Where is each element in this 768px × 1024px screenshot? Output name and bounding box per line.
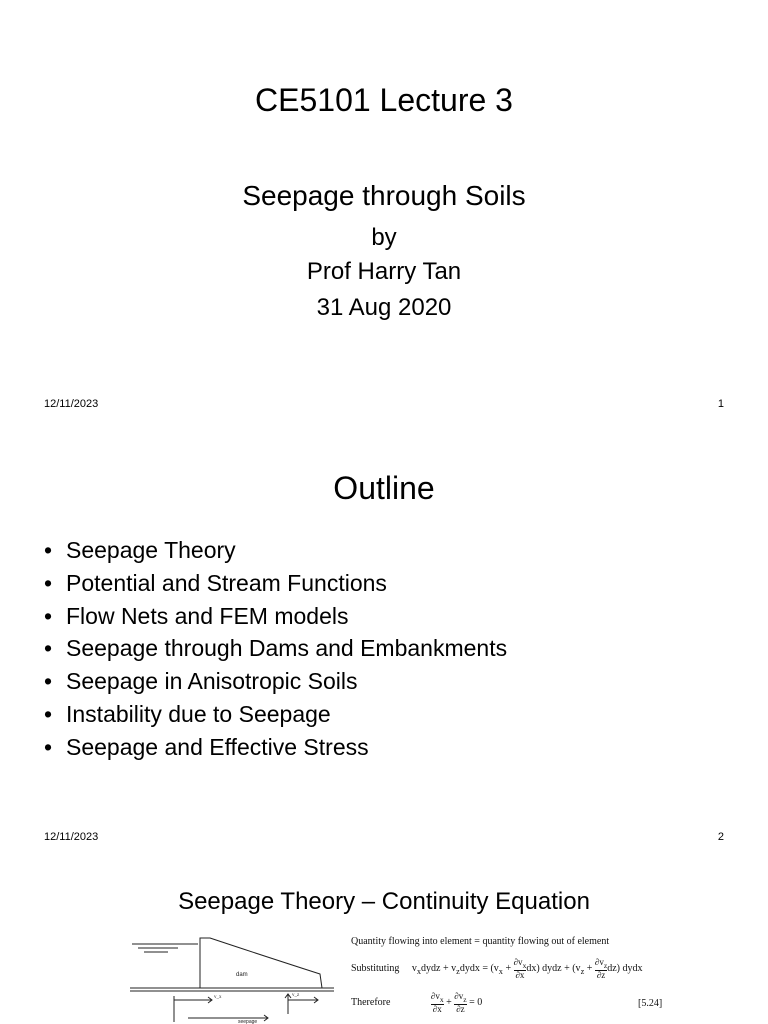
bullet-icon: • <box>44 537 53 563</box>
bullet-icon: • <box>44 668 53 695</box>
outline-item-text: Seepage through Dams and Embankments <box>66 635 508 662</box>
slide-1-footer-date: 12/11/2023 <box>44 398 99 410</box>
vx-label: v_x <box>214 995 222 1000</box>
slide-2-page-number: 2 <box>717 831 724 843</box>
outline-item-text: Flow Nets and FEM models <box>66 602 349 629</box>
outline-item <box>44 698 507 731</box>
equation-number: [5.24] <box>638 998 663 1009</box>
outline-item <box>44 534 507 567</box>
outline-item <box>44 665 507 698</box>
equation-line-3: Therefore $\frac{\partial v_x}{\partial x}$ + $\frac{\partial v_z}{\partial z}$ = 0 <box>351 991 483 1014</box>
bullet-icon: • <box>44 635 53 662</box>
dam-seepage-figure <box>128 934 336 1024</box>
slide-2-footer-date: 12/11/2023 <box>44 831 99 843</box>
outline-item-text: Instability due to Seepage <box>66 700 331 727</box>
slide-3-title: Seepage Theory – Continuity Equation <box>178 888 590 915</box>
outline-item-text: Seepage Theory <box>66 537 236 563</box>
slide-1-date: 31 Aug 2020 <box>316 294 452 321</box>
slide-1-by: by <box>371 224 397 251</box>
outline-item-text: Seepage and Effective Stress <box>66 733 369 760</box>
equation-line-1: Quantity flowing into element = quantity flowing out of element <box>351 936 610 947</box>
slide-2-title: Outline <box>333 470 435 506</box>
seepage-label: seepage <box>238 1019 258 1024</box>
dam-label: dam <box>236 972 248 978</box>
slide-1-page-number: 1 <box>717 398 724 410</box>
slide-1-author: Prof Harry Tan <box>306 258 462 285</box>
slide-1-subtitle: Seepage through Soils <box>242 180 526 211</box>
equation-line-2-label: Substituting <box>351 963 400 975</box>
equation-line-3-label: Therefore <box>351 997 391 1009</box>
bullet-icon: • <box>44 733 53 760</box>
outline-item <box>44 731 507 764</box>
vz-label: v_z <box>292 993 300 998</box>
slide-1-title: CE5101 Lecture 3 <box>255 82 513 118</box>
bullet-icon: • <box>44 700 53 727</box>
bullet-icon: • <box>44 602 53 629</box>
outline-item-text: Potential and Stream Functions <box>66 569 387 596</box>
outline-list <box>44 534 507 764</box>
equation-line-2: Substituting $v_xdydz$ + $v_zdydx = (v_x$ + $\frac{\partial v_x}{\partial x}$ dx) dydz + ($v_z$ + $\frac{\partial v_z}{\partial z}$ dz) dydx <box>351 957 643 980</box>
outline-item-text: Seepage in Anisotropic Soils <box>66 668 358 695</box>
outline-item <box>44 567 507 600</box>
bullet-icon: • <box>44 569 53 596</box>
outline-item <box>44 632 507 665</box>
outline-item <box>44 600 507 633</box>
